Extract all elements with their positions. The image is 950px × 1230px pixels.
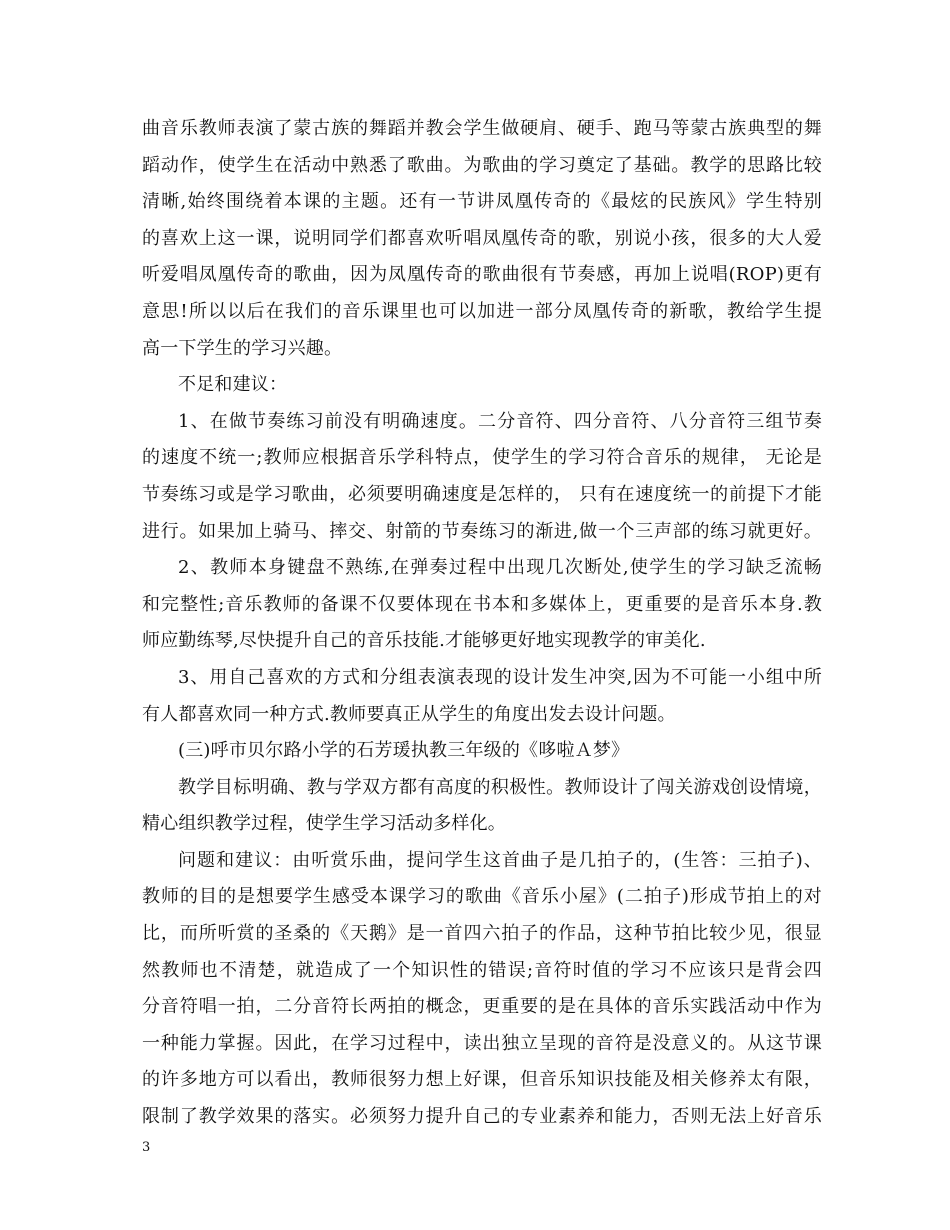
text-line: 分音符唱一拍，二分音符长两拍的概念，更重要的是在具体的音乐实践活动中作为 xyxy=(142,996,822,1018)
text-line: 教师的目的是想要学生感受本课学习的歌曲《音乐小屋》(二拍子)形成节拍上的对 xyxy=(142,886,822,908)
text-line: 的许多地方可以看出，教师很努力想上好课，但音乐知识技能及相关修养太有限， xyxy=(142,1069,822,1091)
text-line: 听爱唱凤凰传奇的歌曲，因为凤凰传奇的歌曲很有节奏感，再加上说唱(ROP)更有 xyxy=(142,264,822,286)
text-line: (三)呼市贝尔路小学的石芳瑗执教三年级的《哆啦Ａ梦》 xyxy=(178,740,630,762)
text-line: 的喜欢上这一课，说明同学们都喜欢听唱凤凰传奇的歌，别说小孩，很多的大人爱 xyxy=(142,227,822,249)
text-line: 3、用自己喜欢的方式和分组表演表现的设计发生冲突,因为不可能一小组中所 xyxy=(178,666,822,688)
page-number: 3 xyxy=(142,1140,151,1155)
text-line: 有人都喜欢同一种方式.教师要真正从学生的角度出发去设计问题。 xyxy=(142,703,676,725)
text-line: 高一下学生的学习兴趣。 xyxy=(142,337,343,359)
text-line: 节奏练习或是学习歌曲，必须要明确速度是怎样的， 只有在速度统一的前提下才能 xyxy=(142,483,822,505)
text-line: 清晰,始终围绕着本课的主题。还有一节讲凤凰传奇的《最炫的民族风》学生特别 xyxy=(142,191,822,213)
text-line: 精心组织教学过程，使学生学习活动多样化。 xyxy=(142,813,506,835)
text-line: 限制了教学效果的落实。必须努力提升自己的专业素养和能力，否则无法上好音乐 xyxy=(142,1106,822,1128)
text-line: 然教师也不清楚，就造成了一个知识性的错误;音符时值的学习不应该只是背会四 xyxy=(142,959,822,981)
body-text xyxy=(142,111,822,1136)
text-line: 比，而所听赏的圣桑的《天鹅》是一首四六拍子的作品，这种节拍比较少见，很显 xyxy=(142,923,822,945)
text-line: 曲音乐教师表演了蒙古族的舞蹈并教会学生做硬肩、硬手、跑马等蒙古族典型的舞 xyxy=(142,118,822,139)
text-line: 教学目标明确、教与学双方都有高度的积极性。教师设计了闯关游戏创设情境， xyxy=(178,776,822,798)
text-line: 蹈动作，使学生在活动中熟悉了歌曲。为歌曲的学习奠定了基础。教学的思路比较 xyxy=(142,154,822,176)
text-line: 和完整性;音乐教师的备课不仅要体现在书本和多媒体上，更重要的是音乐本身.教 xyxy=(142,593,822,615)
text-line: 意思!所以以后在我们的音乐课里也可以加进一部分凤凰传奇的新歌，教给学生提 xyxy=(142,300,822,322)
text-line: 进行。如果加上骑马、摔交、射箭的节奏练习的渐进,做一个三声部的练习就更好。 xyxy=(142,520,822,542)
text-line: 2、教师本身键盘不熟练,在弹奏过程中出现几次断处,使学生的学习缺乏流畅 xyxy=(178,557,822,579)
text-line: 的速度不统一;教师应根据音乐学科特点，使学生的学习符合音乐的规律， 无论是 xyxy=(142,447,822,469)
text-line: 不足和建议： xyxy=(178,374,288,396)
text-line: 问题和建议：由听赏乐曲，提问学生这首曲子是几拍子的，(生答：三拍子)、 xyxy=(178,849,822,871)
text-line: 一种能力掌握。因此，在学习过程中，读出独立呈现的音符是没意义的。从这节课 xyxy=(142,1032,822,1054)
text-line: 1、在做节奏练习前没有明确速度。二分音符、四分音符、八分音符三组节奏 xyxy=(178,410,822,432)
text-line: 师应勤练琴,尽快提升自己的音乐技能.才能够更好地实现教学的审美化. xyxy=(142,630,706,652)
